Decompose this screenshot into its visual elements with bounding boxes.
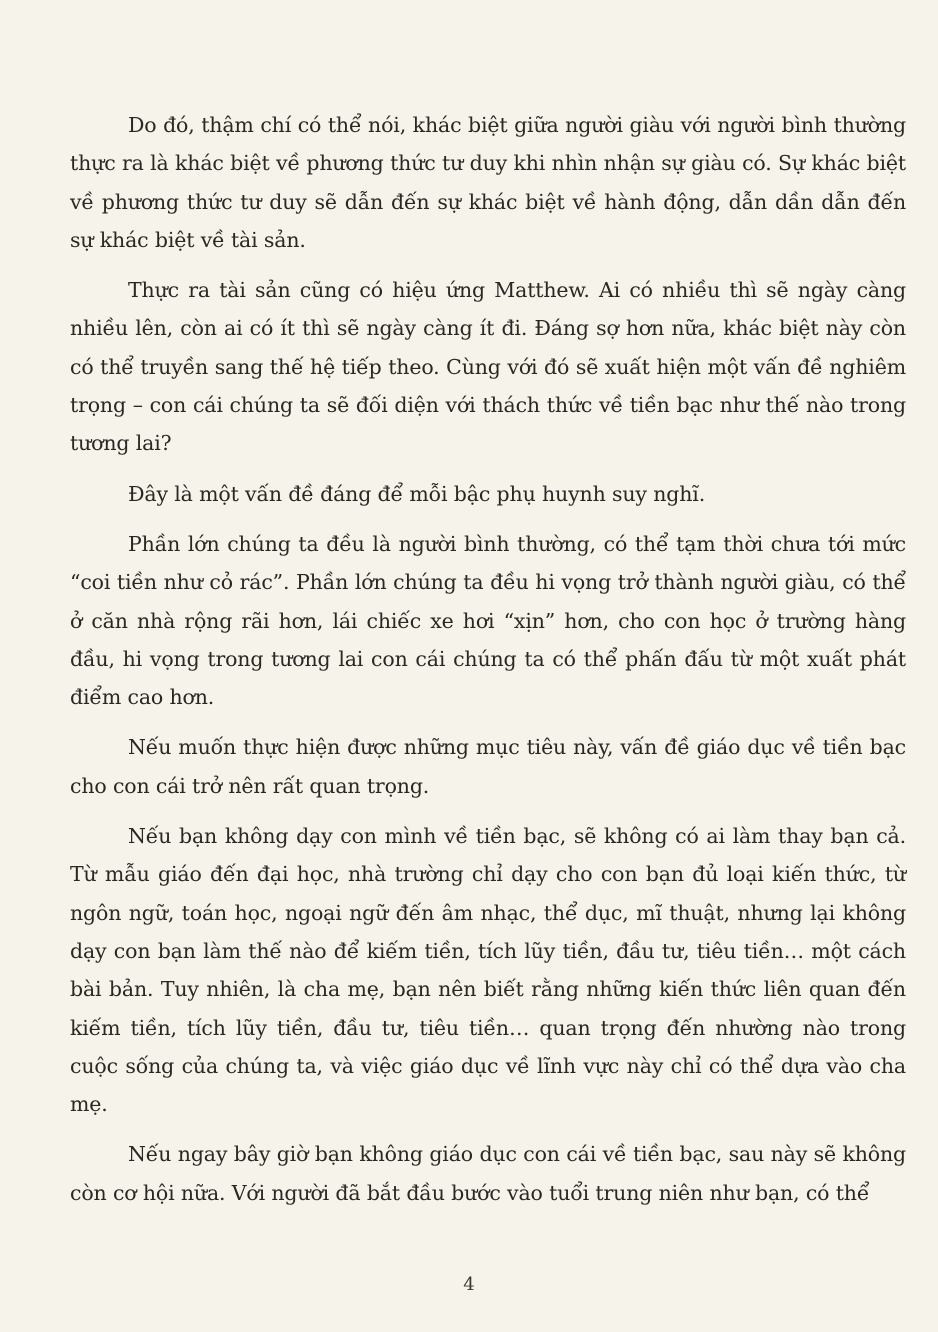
paragraph-1: Do đó, thậm chí có thể nói, khác biệt giữa người giàu với người bình thường thực ra là khác biệt về phương thức tư duy khi nhìn nhận sự giàu có. Sự khác biệt về phương thức tư duy sẽ dẫn đến sự khác biệt về hành động, dẫn dần dẫn đến sự khác biệt về tài sản. [70, 113, 906, 252]
paragraph-2: Thực ra tài sản cũng có hiệu ứng Matthew. Ai có nhiều thì sẽ ngày càng nhiều lên, còn ai có ít thì sẽ ngày càng ít đi. Đáng sợ hơn nữa, khác biệt này còn có thể truyền sang thế hệ tiếp theo. Cùng với đó sẽ xuất hiện một vấn đề nghiêm trọng – con cái chúng ta sẽ đối diện với thách thức về tiền bạc như thế nào trong tương lai? [70, 278, 906, 456]
page-number: 4 [463, 1274, 475, 1295]
body-text [70, 106, 906, 1224]
paragraph-4: Phần lớn chúng ta đều là người bình thường, có thể tạm thời chưa tới mức “coi tiền như cỏ rác”. Phần lớn chúng ta đều hi vọng trở thành người giàu, có thể ở căn nhà rộng rãi hơn, lái chiếc xe hơi “xịn” hơn, cho con học ở trường hàng đầu, hi vọng trong tương lai con cái chúng ta có thể phấn đấu từ một xuất phát điểm cao hơn. [70, 531, 906, 710]
paragraph-6: Nếu bạn không dạy con mình về tiền bạc, sẽ không có ai làm thay bạn cả. Từ mẫu giáo đến đại học, nhà trường chỉ dạy cho con bạn đủ loại kiến thức, từ ngôn ngữ, toán học, ngoại ngữ đến âm nhạc, thể dục, mĩ thuật, nhưng lại không dạy con bạn làm thế nào để kiếm tiền, tích lũy tiền, đầu tư, tiêu tiền… một cách bài bản. Tuy nhiên, là cha mẹ, bạn nên biết rằng những kiến thức liên quan đến kiếm tiền, tích lũy tiền, đầu tư, tiêu tiền… quan trọng đến nhường nào trong cuộc sống của chúng ta, và việc giáo dục về lĩnh vực này chỉ có thể dựa vào cha mẹ. [70, 824, 906, 1117]
paragraph-3: Đây là một vấn đề đáng để mỗi bậc phụ huynh suy nghĩ. [128, 481, 706, 506]
paragraph-5: Nếu muốn thực hiện được những mục tiêu này, vấn đề giáo dục về tiền bạc cho con cái trở nên rất quan trọng. [70, 735, 906, 798]
paragraph-7: Nếu ngay bây giờ bạn không giáo dục con cái về tiền bạc, sau này sẽ không còn cơ hội nữa. Với người đã bắt đầu bước vào tuổi trung niên như bạn, có thể [70, 1142, 906, 1205]
